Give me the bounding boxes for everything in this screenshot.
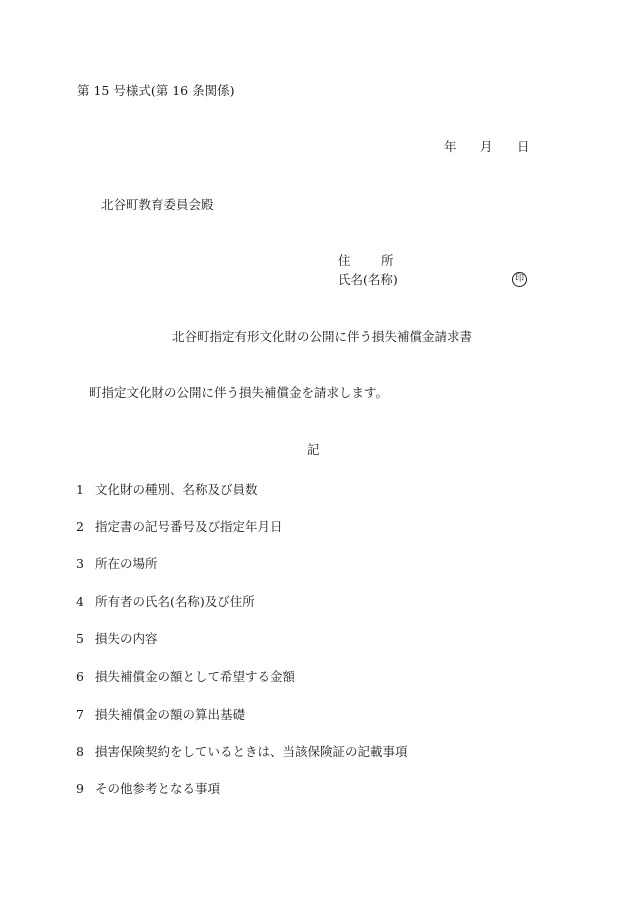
ki-heading: 記 — [307, 442, 320, 457]
list-item — [76, 783, 220, 796]
item-number: 9 — [76, 781, 84, 796]
list-item — [76, 521, 283, 534]
list-item — [76, 746, 408, 759]
list-item — [76, 633, 158, 646]
item-text: 損失補償金の額の算出基礎 — [95, 707, 246, 722]
item-text: 損害保険契約をしているときは、当該保険証の記載事項 — [95, 744, 408, 759]
applicant-address-label — [338, 255, 394, 268]
item-text: 指定書の記号番号及び指定年月日 — [95, 519, 283, 534]
item-text: その他参考となる事項 — [95, 781, 221, 796]
item-number: 6 — [76, 669, 84, 684]
item-number: 7 — [76, 707, 84, 722]
list-item — [76, 709, 245, 722]
item-number: 3 — [76, 556, 84, 571]
document-title: 北谷町指定有形文化財の公開に伴う損失補償金請求書 — [172, 329, 473, 344]
form-number: 第 15 号様式(第 16 条関係) — [77, 83, 235, 98]
applicant-name-label: 氏名(名称) — [338, 272, 398, 287]
list-item — [76, 558, 158, 571]
list-item — [76, 596, 255, 609]
item-number: 5 — [76, 631, 84, 646]
item-text: 文化財の種別、名称及び員数 — [95, 482, 258, 497]
request-statement: 町指定文化財の公開に伴う損失補償金を請求します。 — [89, 385, 389, 400]
item-number: 1 — [76, 482, 84, 497]
date-year-label: 年 — [444, 139, 457, 154]
item-text: 損失補償金の額として希望する金額 — [95, 669, 296, 684]
addressee: 北谷町教育委員会殿 — [101, 197, 214, 212]
address-label-char-2: 所 — [381, 253, 394, 268]
item-text: 損失の内容 — [95, 631, 158, 646]
item-number: 4 — [76, 594, 84, 609]
date-month-label: 月 — [480, 139, 493, 154]
item-text: 所在の場所 — [95, 556, 158, 571]
item-text: 所有者の氏名(名称)及び住所 — [95, 594, 255, 609]
address-label-char-1: 住 — [338, 253, 351, 268]
seal-mark: 印 — [512, 272, 527, 287]
list-item — [76, 671, 295, 684]
item-number: 2 — [76, 519, 84, 534]
item-number: 8 — [76, 744, 84, 759]
list-item — [76, 484, 258, 497]
date-day-label: 日 — [517, 139, 530, 154]
date-line — [444, 141, 530, 154]
